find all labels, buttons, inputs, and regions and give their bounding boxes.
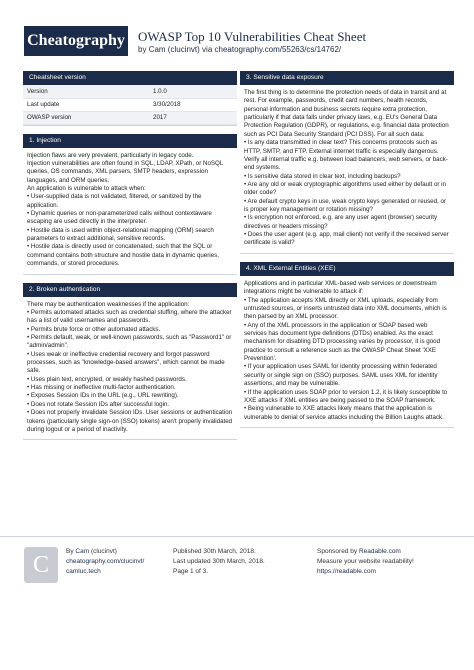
footer-sponsor-column — [317, 547, 414, 577]
footer-published: Published 30th March, 2018. — [173, 548, 256, 555]
list-item: • Has missing or ineffective multi-factor authentication. — [27, 384, 176, 392]
row-value: 2017 — [149, 111, 237, 124]
version-table — [23, 85, 237, 125]
left-column — [23, 71, 237, 448]
list-item: • The application accepts XML directly or XML uploads, especially from untrusted sources, or inserts untrusted data into XML documents, which is then parsed by an XML processor. — [244, 296, 447, 321]
footer-sponsor-link[interactable]: Readable.com — [358, 548, 401, 555]
sensitive-data-body — [240, 85, 454, 253]
footer-author-link[interactable]: Cam — [75, 548, 90, 555]
injection-title: 1. Injection — [23, 134, 237, 148]
footer-sponsor-tagline: Measure your website readability! — [317, 558, 414, 566]
list-item: • Any of the XML processors in the application or SOAP based web services has document type definitions (DTDs) enabled. As the exact mechanism for disabling DTD processing varies by processor, it is good practice to consult a reference such as the OWASP Cheat Sheet 'XXE Prevention'. — [244, 321, 441, 363]
footer-sponsor-line — [317, 547, 414, 557]
cheatography-footer-logo: C — [24, 547, 58, 583]
sensitive-data-title: 3. Sensitive data exposure — [240, 71, 454, 85]
list-item: • Uses plain text, encrypted, or weakly hashed passwords. — [27, 375, 187, 383]
row-key: OWASP version — [23, 111, 149, 124]
paragraph: The first thing is to determine the protection needs of data in transit and at rest. For example, passwords, credit card numbers, health records, personal information and business secrets require extra protection, particularly if that data falls under privacy laws, e.g. EU's General Data Protection Regulation (GDPR), or regulations, e.g. financial data protection such as PCI Data Security Standard (PCI DSS). For all such data: — [244, 89, 449, 138]
list-item: • If the application uses SOAP prior to version 1.2, it is likely susceptible to XXE attacks if XML entities are being passed to the SOAP framework. — [244, 388, 448, 404]
footer-sponsor-prefix: Sponsored by — [317, 548, 358, 555]
list-item: • User-supplied data is not validated, filtered, or sanitized by the application. — [27, 193, 202, 209]
sensitive-data-box — [240, 71, 454, 254]
list-item: • Is encryption not enforced, e.g. are any user agent (browser) security directives or headers missing? — [244, 214, 438, 230]
footer-page: Page 1 of 3. — [173, 568, 209, 576]
list-item: • Is any data transmitted in clear text? This concerns protocols such as HTTP, SMTP, and FTP. External internet traffic is especially dangerous. Verify all internal traffic e.g. between load balancers, web servers, or back-end systems. — [244, 139, 448, 172]
footer-dates-column — [173, 547, 265, 577]
list-item: • Is sensitive data stored in clear text, including backups? — [244, 172, 401, 180]
xxe-box — [240, 262, 454, 428]
list-item: • Permits brute force or other automated attacks. — [27, 325, 161, 333]
cheatsheet-version-title: Cheatsheet version — [23, 71, 237, 85]
table-row — [23, 85, 237, 98]
xxe-title: 4. XML External Entities (XEE) — [240, 262, 454, 276]
paragraph: An application is vulnerable to attack when: — [27, 184, 146, 192]
list-item: • Permits automated attacks such as credential stuffing, where the attacker has a list of valid usernames and passwords. — [27, 308, 232, 325]
list-item: • Are default crypto keys in use, weak crypto keys generated or reused, or is proper key management or rotation missing? — [244, 197, 446, 214]
list-item: • Hostile data is used within object-relational mapping (ORM) search parameters to extract additional, sensitive records. — [27, 226, 214, 243]
broken-auth-box — [23, 283, 237, 441]
footer-author-handle: (clucinvt) — [90, 548, 117, 555]
paragraph: Applications and in particular XML-based web services or downstream integrations might be vulnerable to attack if: — [244, 279, 437, 296]
footer-updated: Last updated 30th March, 2018. — [173, 558, 265, 566]
page-footer — [0, 536, 474, 576]
list-item: • Does not properly invalidate Session IDs. User sessions or authentication tokens (particularly single sign-on (SSO) tokens) aren't properly invalidated during logout or a period of inactivity. — [27, 409, 233, 433]
cheatsheet-version-box — [23, 71, 237, 126]
list-item: • Are any old or weak cryptographic algorithms used either by default or in older code? — [244, 180, 446, 197]
row-key: Last update — [23, 98, 149, 111]
list-item: • Exposes Session IDs in the URL (e.g., URL rewriting). — [27, 392, 179, 400]
table-row — [23, 111, 237, 124]
footer-author-line — [66, 547, 144, 557]
row-value: 3/30/2018 — [149, 98, 237, 111]
sheet-url-link[interactable]: cheatography.com/55263/cs/14762/ — [214, 45, 342, 54]
byline-via: via — [202, 45, 213, 54]
row-value: 1.0.0 — [149, 85, 237, 98]
footer-by: By — [66, 548, 74, 555]
xxe-body — [240, 276, 454, 427]
list-item: • Does the user agent (e.g. app, mail client) not verify if the received server certificate is valid? — [244, 231, 449, 247]
row-key: Version — [23, 85, 149, 98]
paragraph: There may be authentication weaknesses if the application: — [27, 300, 190, 308]
list-item: • Permits default, weak, or well-known passwords, such as "Password1" or "admin/admin". — [27, 333, 232, 350]
list-item: • Hostile data is directly used or concatenated, such that the SQL or command contains both structure and hostile data in dynamic queries, commands, or stored procedures. — [27, 243, 219, 268]
author-link[interactable]: Cam (clucinvt) — [148, 45, 200, 54]
page-header — [0, 0, 474, 62]
right-column — [240, 71, 454, 436]
byline-prefix: by — [138, 45, 147, 54]
page-title: OWASP Top 10 Vulnerabilities Cheat Sheet — [138, 29, 367, 44]
cheatography-logo[interactable]: Cheatography — [24, 26, 128, 56]
list-item: • Dynamic queries or non-parameterized calls without contextaware escaping are used directly in the interpreter. — [27, 210, 212, 226]
list-item: • If your application uses SAML for identity processing within federated security or single sign on (SSO) purposes. SAML uses XML for identity assertions, and may be vulnerable. — [244, 363, 438, 388]
injection-body — [23, 148, 237, 274]
injection-box — [23, 134, 237, 275]
byline — [138, 45, 341, 54]
broken-auth-body — [23, 297, 237, 440]
list-item: • Does not rotate Session IDs after successful login. — [27, 400, 170, 408]
footer-sponsor-url[interactable]: https://readable.com — [317, 568, 376, 576]
table-row — [23, 98, 237, 111]
list-item: • Being vulnerable to XXE attacks likely means that the application is vulnerable to denial of service attacks including the Billion Laughs attack. — [244, 405, 444, 421]
list-item: • Uses weak or ineffective credential recovery and forgot password processes, such as "knowledge-based answers", which cannot be made safe. — [27, 350, 225, 375]
broken-auth-title: 2. Broken authentication — [23, 283, 237, 297]
footer-author-column — [66, 547, 144, 577]
paragraph: Injection flaws are very prevalent, particularly in legacy code. — [27, 151, 194, 159]
footer-author-url[interactable]: cheatography.com/clucinvt/ — [66, 558, 145, 566]
paragraph: Injection vulnerabilities are often found in SQL, LDAP, XPath, or NoSQL queries, OS commands, XML parsers, SMTP headers, expression languages, and ORM queries. — [27, 159, 224, 184]
footer-site-link[interactable]: camluc.tech — [66, 568, 101, 576]
